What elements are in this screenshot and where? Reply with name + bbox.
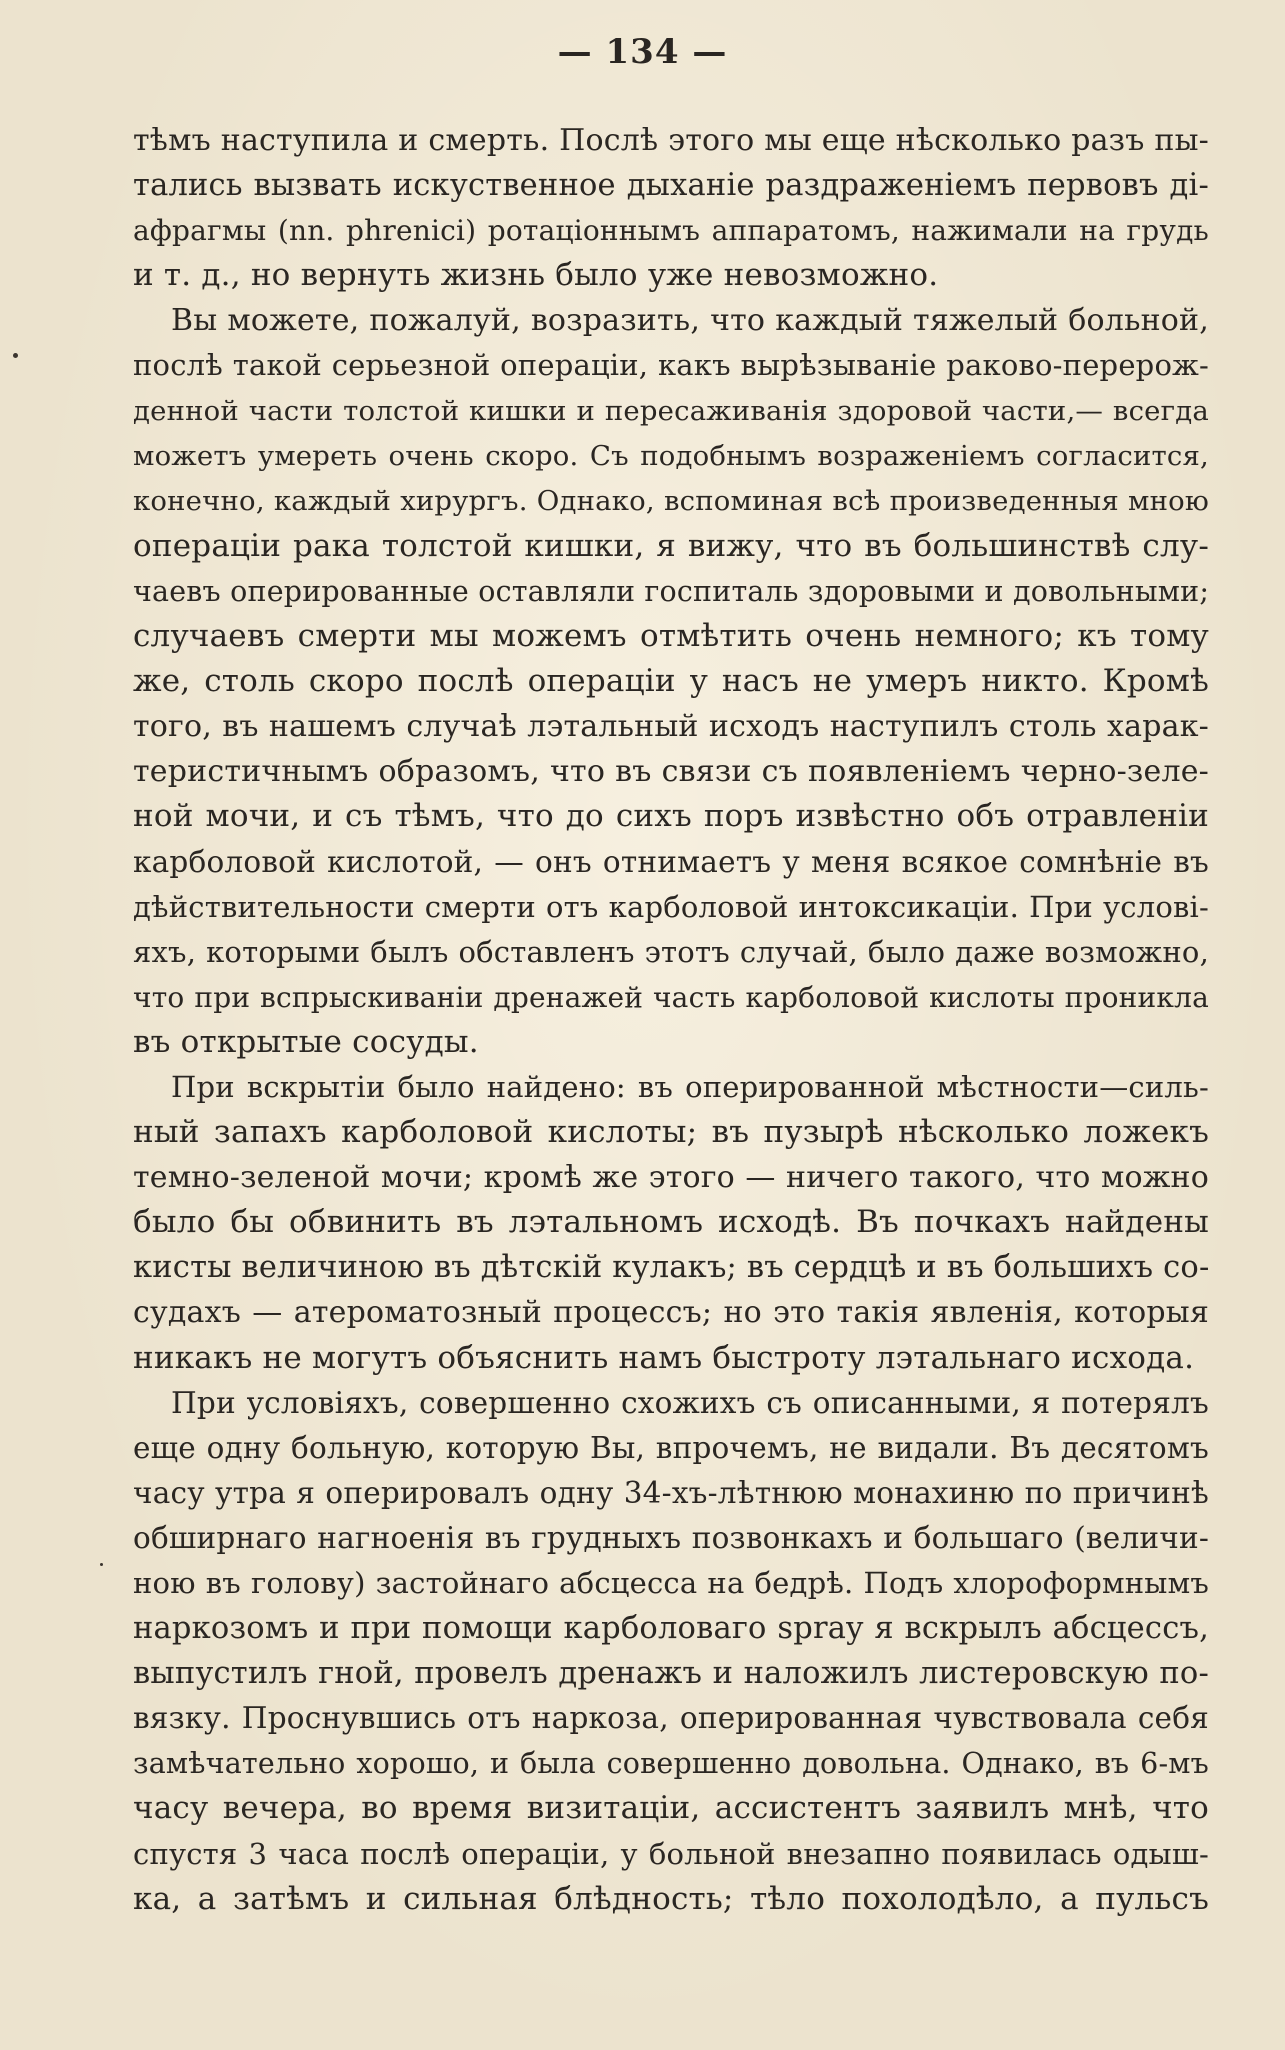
text-line: того, въ нашемъ случаѣ лэтальный исходъ наступилъ столь харак- [133, 709, 1209, 745]
text-line: ной мочи, и съ тѣмъ, что до сихъ поръ извѣстно объ отравленіи [133, 798, 1209, 835]
text-line: яхъ, которыми былъ обставленъ этотъ случай, было даже возможно, [133, 934, 1209, 969]
text-line: темно-зеленой мочи; кромѣ же этого — ничего такого, что можно [133, 1160, 1209, 1196]
ink-speck [13, 353, 18, 358]
text-line: часу вечера, во время визитаціи, ассистентъ заявилъ мнѣ, что [133, 1790, 1209, 1827]
text-line: операціи рака толстой кишки, я вижу, что въ большинствѣ слу- [133, 527, 1209, 564]
page-number: — 134 — [557, 32, 728, 72]
text-line: тались вызвать искуственное дыханіе раздраженіемъ первовъ ді- [133, 168, 1209, 204]
text-line: карболовой кислотой, — онъ отнимаетъ у меня всякое сомнѣніе въ [133, 844, 1209, 879]
text-line: дѣйствительности смерти отъ карболовой интоксикаціи. При услові- [133, 889, 1209, 924]
text-line: денной части толстой кишки и пересаживанія здоровой части,— всегда [133, 394, 1209, 427]
text-line: было бы обвинить въ лэтальномъ исходѣ. Въ почкахъ найдены [133, 1204, 1209, 1241]
text-line: еще одну больную, которую Вы, впрочемъ, не видали. Въ десятомъ [133, 1430, 1209, 1465]
text-line: послѣ такой серьезной операціи, какъ вырѣзываніе раково-перерож- [133, 348, 1209, 383]
text-line: и т. д., но вернуть жизнь было уже невозможно. [133, 257, 939, 294]
text-line: судахъ — атероматозный процессъ; но это такія явленія, которыя [133, 1295, 1209, 1331]
text-line: конечно, каждый хирургъ. Однако, вспоминая всѣ произведенныя мною [133, 484, 1209, 517]
text-line: теристичнымъ образомъ, что въ связи съ появленіемъ черно-зеле- [133, 754, 1209, 790]
text-line: При вскрытіи было найдено: въ оперированной мѣстности—силь- [171, 1069, 1209, 1104]
text-line: наркозомъ и при помощи карболоваго spray я вскрылъ абсцессъ, [133, 1611, 1209, 1647]
text-line: ка, а затѣмъ и сильная блѣдность; тѣло похолодѣло, а пульсъ [133, 1880, 1209, 1917]
ink-speck [100, 1563, 103, 1566]
text-line: кисты величиною въ дѣтскій кулакъ; въ сердцѣ и въ большихъ со- [133, 1250, 1210, 1286]
text-line: Вы можете, пожалуй, возразить, что каждый тяжелый больной, [171, 303, 1209, 339]
text-line: можетъ умереть очень скоро. Съ подобнымъ возраженіемъ согласится, [133, 439, 1209, 472]
text-line: въ открытые сосуды. [133, 1023, 479, 1060]
text-line: афрагмы (nn. phrenici) ротаціоннымъ аппаратомъ, нажимали на грудь [133, 214, 1209, 248]
text-line: случаевъ смерти мы можемъ отмѣтить очень немного; къ тому [133, 618, 1209, 655]
text-line: тѣмъ наступила и смерть. Послѣ этого мы еще нѣсколько разъ пы- [133, 123, 1209, 158]
text-line: обширнаго нагноенія въ грудныхъ позвонкахъ и большаго (величи- [133, 1520, 1209, 1555]
text-line: ною въ голову) застойнаго абсцесса на бедрѣ. Подъ хлороформнымъ [133, 1566, 1209, 1600]
text-line: выпустилъ гной, провелъ дренажъ и наложилъ листеровскую по- [133, 1656, 1209, 1692]
text-line: замѣчательно хорошо, и была совершенно довольна. Однако, въ 6-мъ [133, 1747, 1209, 1781]
text-line: При условіяхъ, совершенно схожихъ съ описанными, я потерялъ [171, 1385, 1209, 1420]
text-line: чаевъ оперированные оставляли госпиталь здоровыми и довольными; [133, 574, 1210, 608]
text-line: что при вспрыскиваніи дренажей часть карболовой кислоты проникла [133, 980, 1209, 1014]
text-line: же, столь скоро послѣ операціи у насъ не умеръ никто. Кромѣ [133, 663, 1209, 700]
text-line: вязку. Проснувшись отъ наркоза, оперированная чувствовала себя [133, 1701, 1209, 1736]
text-line: ный запахъ карболовой кислоты; въ пузырѣ нѣсколько ложекъ [133, 1114, 1209, 1151]
text-line: спустя 3 часа послѣ операціи, у больной внезапно появилась одыш- [133, 1836, 1209, 1871]
text-line: никакъ не могутъ объяснить намъ быстроту лэтальнаго исхода. [133, 1339, 1195, 1376]
text-line: часу утра я оперировалъ одну 34-хъ-лѣтнюю монахиню по причинѣ [133, 1475, 1209, 1510]
body-text [133, 118, 1209, 1922]
